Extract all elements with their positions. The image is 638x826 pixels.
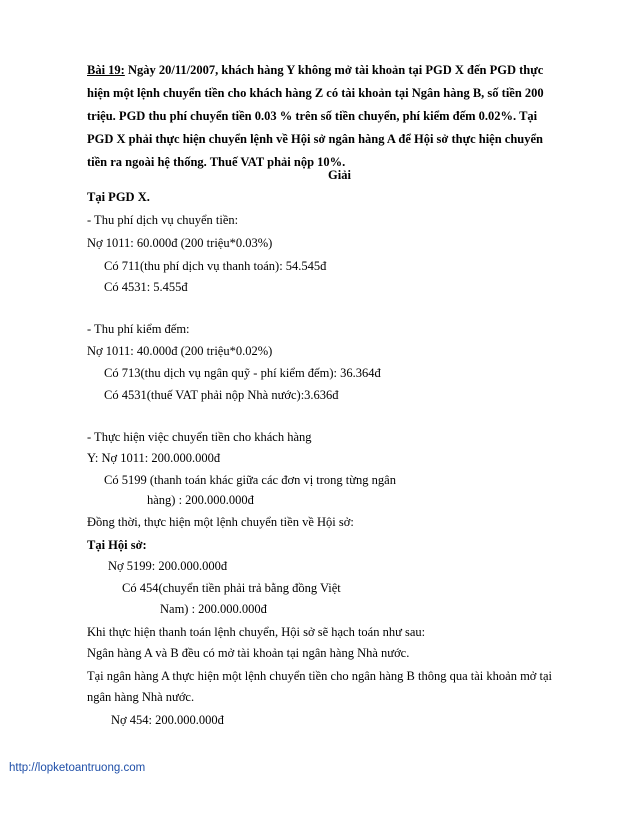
head-office-note-1: Khi thực hiện thanh toán lệnh chuyển, Hội sở sẽ hạch toán như sau: bbox=[87, 625, 426, 639]
fee-count-debit: Nợ 1011: 40.000đ (200 triệu*0.02%) bbox=[87, 344, 273, 358]
head-office-note-3-line-1: Tại ngân hàng A thực hiện một lệnh chuyển tiền cho ngân hàng B thông qua tài khoản mở tại bbox=[87, 669, 553, 683]
transfer-simultaneous: Đồng thời, thực hiện một lệnh chuyển tiền về Hội sở: bbox=[87, 515, 354, 529]
transfer-credit-line-2: hàng) : 200.000.000đ bbox=[147, 493, 254, 507]
head-office-credit-line-2: Nam) : 200.000.000đ bbox=[160, 602, 267, 616]
problem-line-3: triệu. PGD thu phí chuyển tiền 0.03 % trên số tiền chuyển, phí kiểm đếm 0.02%. Tại bbox=[87, 109, 538, 123]
fee-count-title: - Thu phí kiểm đếm: bbox=[87, 322, 190, 336]
fee-transfer-credit-4531: Có 4531: 5.455đ bbox=[104, 280, 188, 294]
fee-count-credit-713: Có 713(thu dịch vụ ngân quỹ - phí kiểm đếm): 36.364đ bbox=[104, 366, 381, 380]
problem-text-1: Ngày 20/11/2007, khách hàng Y không mở tài khoản tại PGD X đến PGD thực bbox=[127, 63, 544, 77]
section-pgd-heading: Tại PGD X. bbox=[87, 190, 150, 204]
head-office-credit-line-1: Có 454(chuyển tiền phải trả bằng đồng Việt bbox=[122, 581, 341, 595]
solution-heading: Giải bbox=[328, 168, 351, 182]
problem-line-2: hiện một lệnh chuyển tiền cho khách hàng Z có tài khoản tại Ngân hàng B, số tiền 200 bbox=[87, 86, 544, 100]
section-head-office-heading: Tại Hội sở: bbox=[87, 538, 147, 552]
fee-transfer-debit: Nợ 1011: 60.000đ (200 triệu*0.03%) bbox=[87, 236, 273, 250]
transfer-debit: Y: Nợ 1011: 200.000.000đ bbox=[87, 451, 221, 465]
head-office-note-3-line-2: ngân hàng Nhà nước. bbox=[87, 690, 195, 704]
fee-transfer-credit-711: Có 711(thu phí dịch vụ thanh toán): 54.545đ bbox=[104, 259, 327, 273]
problem-line-5: tiền ra ngoài hệ thống. Thuế VAT phải nộp 10%. bbox=[87, 155, 346, 169]
transfer-title: - Thực hiện việc chuyển tiền cho khách hàng bbox=[87, 430, 312, 444]
head-office-debit: Nợ 5199: 200.000.000đ bbox=[108, 559, 228, 573]
problem-line-4: PGD X phải thực hiện chuyển lệnh về Hội sở ngân hàng A để Hội sở thực hiện chuyển bbox=[87, 132, 544, 146]
head-office-debit-454: Nợ 454: 200.000.000đ bbox=[111, 713, 224, 727]
fee-transfer-title: - Thu phí dịch vụ chuyển tiền: bbox=[87, 213, 239, 227]
footer-link[interactable]: http://lopketoantruong.com bbox=[9, 762, 146, 774]
fee-count-credit-4531: Có 4531(thuế VAT phải nộp Nhà nước):3.636đ bbox=[104, 388, 339, 402]
transfer-credit-line-1: Có 5199 (thanh toán khác giữa các đơn vị trong từng ngân bbox=[104, 473, 396, 487]
head-office-note-2: Ngân hàng A và B đều có mở tài khoản tại ngân hàng Nhà nước. bbox=[87, 646, 410, 660]
problem-line-1 bbox=[87, 63, 543, 78]
problem-label: Bài 19: bbox=[87, 63, 125, 77]
